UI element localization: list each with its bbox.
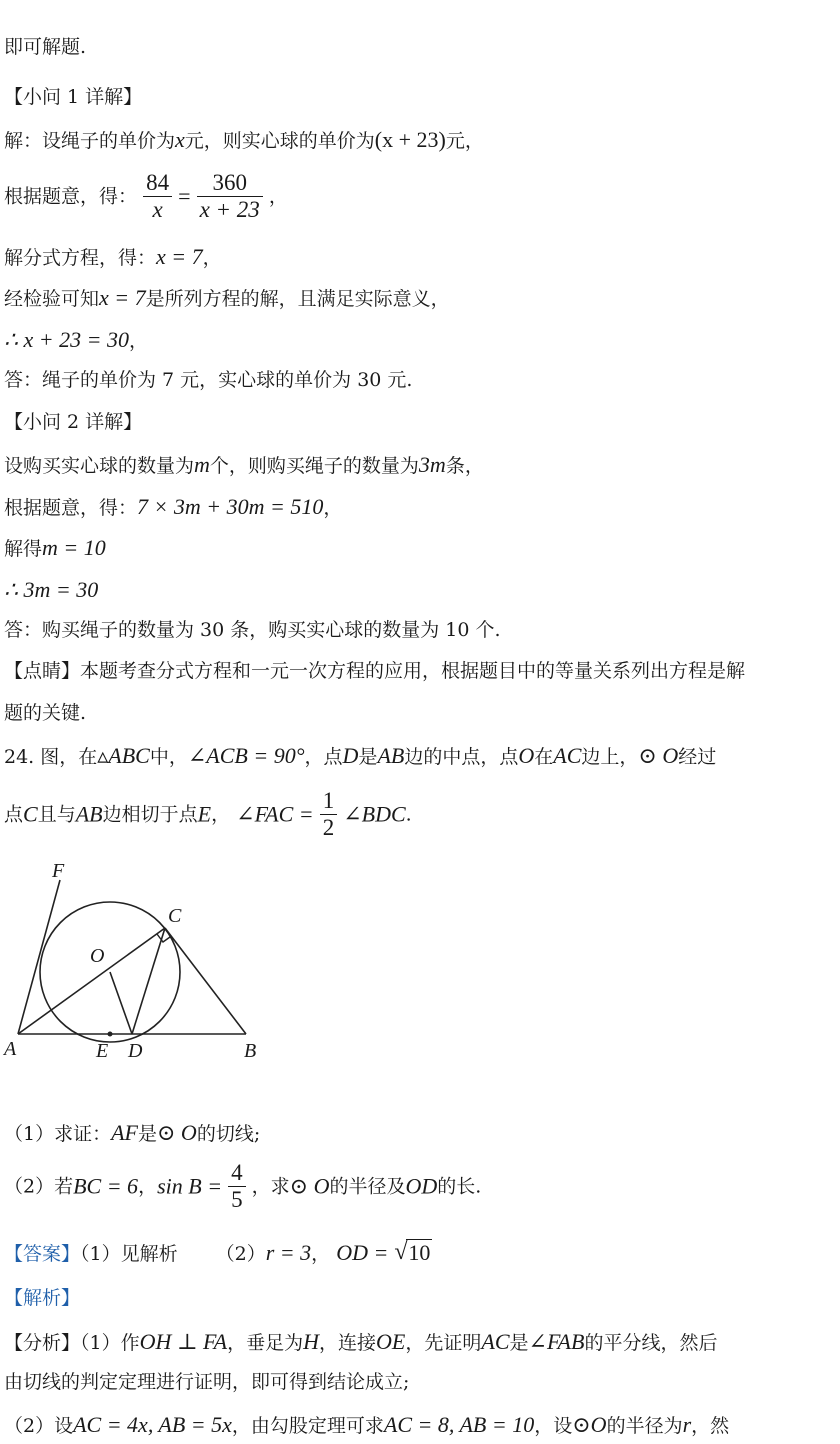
analysis-line: 由切线的判定定理进行证明，即可得到结论成立; bbox=[4, 1371, 410, 1393]
sqrt: √ 10 bbox=[394, 1239, 431, 1265]
text-line: 解：设绳子的单价为x元，则实心球的单价为(x + 23)元， bbox=[4, 127, 484, 152]
answer-line: 【答案】（1）见解析 （2）r = 3， OD = √ 10 bbox=[4, 1239, 431, 1265]
question-1: （1）求证：AF是⊙ O的切线; bbox=[4, 1120, 261, 1145]
analysis-tag-line bbox=[4, 1287, 80, 1310]
label-e: E bbox=[96, 1040, 109, 1062]
analysis-line: 【分析】（1）作OH ⊥ FA，垂足为H，连接OE，先证明AC是∠FAB的平分线，然后 bbox=[4, 1329, 718, 1354]
label-d: D bbox=[128, 1040, 143, 1062]
fraction: $\frac{1}{2}$ bbox=[320, 788, 338, 842]
label-c: C bbox=[168, 905, 182, 927]
fraction: $\frac{84}{x}$ bbox=[143, 170, 172, 224]
section-heading: 【小问 2 详解】 bbox=[4, 411, 143, 433]
line-af bbox=[18, 880, 60, 1034]
text-line: 【点睛】本题考查分式方程和一元一次方程的应用，根据题目中的等量关系列出方程是解 bbox=[4, 660, 746, 682]
point-e bbox=[108, 1032, 113, 1037]
label-o: O bbox=[90, 945, 105, 967]
label-a: A bbox=[4, 1038, 17, 1060]
line-od bbox=[110, 972, 132, 1034]
text-line: 解分式方程，得：x = 7， bbox=[4, 244, 222, 269]
line-cd bbox=[132, 928, 165, 1034]
text-line: 题的关键. bbox=[4, 702, 87, 724]
label-b: B bbox=[244, 1040, 257, 1062]
text-line: 即可解题. bbox=[4, 36, 87, 58]
text-line: ∴ 3m = 30 bbox=[4, 577, 99, 602]
analysis-line: （2）设AC = 4x, AB = 5x，由勾股定理可求AC = 8, AB = 10，设⊙O的半径为r，然 bbox=[4, 1412, 730, 1437]
problem-statement: 24. 图，在▵ABC中，∠ACB = 90°，点D是AB边的中点，点O在AC边上，⊙ O经过 bbox=[4, 743, 717, 768]
text-line: 解得m = 10 bbox=[4, 535, 106, 560]
text-line: 答：购买绳子的数量为 30 条，购买实心球的数量为 10 个. bbox=[4, 619, 501, 641]
line-cb bbox=[165, 928, 246, 1034]
fraction: $\frac{4}{5}$ bbox=[228, 1160, 246, 1214]
geometry-figure bbox=[0, 850, 290, 1070]
text-line: 答：绳子的单价为 7 元，实心球的单价为 30 元. bbox=[4, 369, 413, 391]
answer-tag: 【答案】 bbox=[4, 1243, 81, 1265]
text-line: 经检验可知x = 7是所列方程的解，且满足实际意义， bbox=[4, 285, 450, 310]
question-2: （2）若BC = 6，sin B = $\frac{4}{5}$ ，求⊙ O的半径及OD的长. bbox=[4, 1160, 482, 1213]
text-line: 设购买实心球的数量为m个，则购买绳子的数量为3m条， bbox=[4, 452, 484, 477]
text-line: ∴ x + 23 = 30， bbox=[4, 327, 148, 352]
text-line: 根据题意，得：7 × 3m + 30m = 510， bbox=[4, 494, 343, 519]
problem-statement: 点C且与AB边相切于点E， ∠FAC = $\frac{1}{2}$ ∠BDC. bbox=[4, 788, 412, 841]
analysis-tag: 【解析】 bbox=[4, 1287, 81, 1309]
label-f: F bbox=[52, 860, 65, 882]
equation-line: 根据题意，得： $\frac{84}{x}$ = $\frac{360}{x + 23}$ ， bbox=[4, 170, 288, 223]
section-heading: 【小问 1 详解】 bbox=[4, 86, 143, 108]
fraction: $\frac{360}{x + 23}$ bbox=[197, 170, 263, 224]
